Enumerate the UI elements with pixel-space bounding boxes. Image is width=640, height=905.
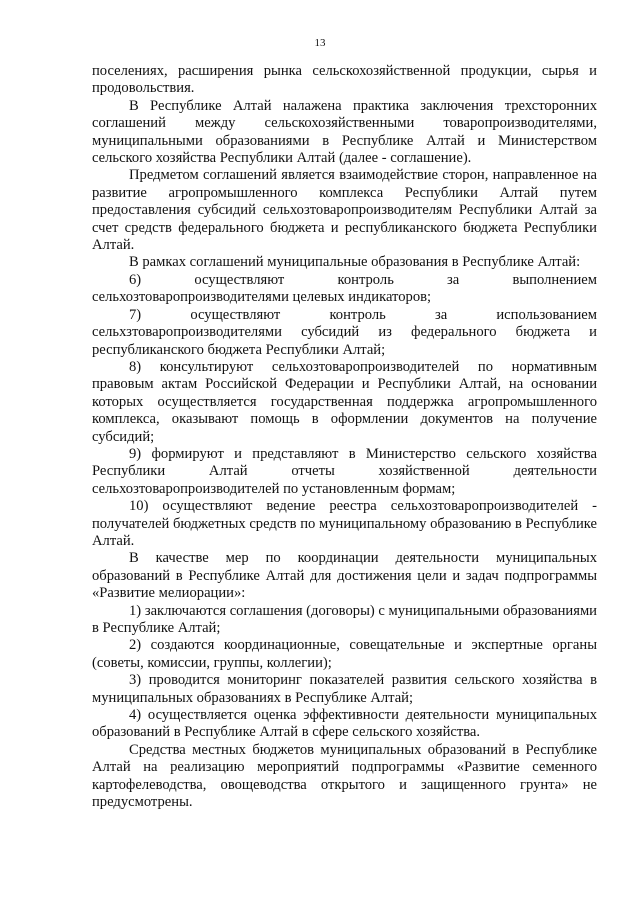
list-item: 8) консультируют сельхозтоваропроизводителей по нормативным правовым актам Российской Федерации и Республики Алтай, на основании которых осуществляется государственная поддержка агропромышленного комплекса, оказывают помощь в оформлении документов на получение субсидий;	[92, 358, 597, 445]
paragraph: В Республике Алтай налажена практика заключения трехсторонних соглашений между сельскохозяйственными товаропроизводителями, муниципальными образованиями в Республике Алтай и Министерством сельского хозяйства Республики Алтай (далее - соглашение).	[92, 97, 597, 167]
paragraph: В качестве мер по координации деятельности муниципальных образований в Республике Алтай для достижения цели и задач подпрограммы «Развитие мелиорации»:	[92, 550, 597, 602]
list-item: 7) осуществляют контроль за использованием сельхзтоваропроизводителями субсидий из федерального бюджета и республиканского бюджета Республики Алтай;	[92, 306, 597, 358]
paragraph: Средства местных бюджетов муниципальных образований в Республике Алтай на реализацию мероприятий подпрограммы «Развитие семенного картофелеводства, овощеводства открытого и защищенного грунта» не предусмотрены.	[92, 741, 597, 811]
list-item: 6) осуществляют контроль за выполнением сельхозтоваропроизводителями целевых индикаторов;	[92, 271, 597, 306]
paragraph: поселениях, расширения рынка сельскохозяйственной продукции, сырья и продовольствия.	[92, 63, 597, 97]
list-item: 3) проводится мониторинг показателей развития сельского хозяйства в муниципальных образованиях в Республике Алтай;	[92, 672, 597, 706]
page-number: 13	[314, 37, 326, 49]
list-item: 10) осуществляют ведение реестра сельхозтоваропроизводителей - получателей бюджетных средств по муниципальному образованию в Республике Алтай.	[92, 498, 597, 549]
list-item: 4) осуществляется оценка эффективности деятельности муниципальных образований в Республике Алтай в сфере сельского хозяйства.	[92, 707, 597, 741]
list-item: 1) заключаются соглашения (договоры) с муниципальными образованиями в Республике Алтай;	[92, 602, 597, 636]
page-body	[92, 63, 597, 811]
list-item: 2) создаются координационные, совещательные и экспертные органы (советы, комиссии, группы, коллегии);	[92, 637, 597, 671]
list-item: 9) формируют и представляют в Министерство сельского хозяйства Республики Алтай отчеты хозяйственной деятельности сельхозтоваропроизводителей по установленным формам;	[92, 445, 597, 497]
paragraph: В рамках соглашений муниципальные образования в Республике Алтай:	[129, 254, 581, 271]
paragraph: Предметом соглашений является взаимодействие сторон, направленное на развитие агропромышленного комплекса Республики Алтай путем предоставления субсидий сельхозтоваропроизводителям Республики Алтай за счет средств федерального бюджета и республиканского бюджета Республики Алтай.	[92, 167, 597, 254]
